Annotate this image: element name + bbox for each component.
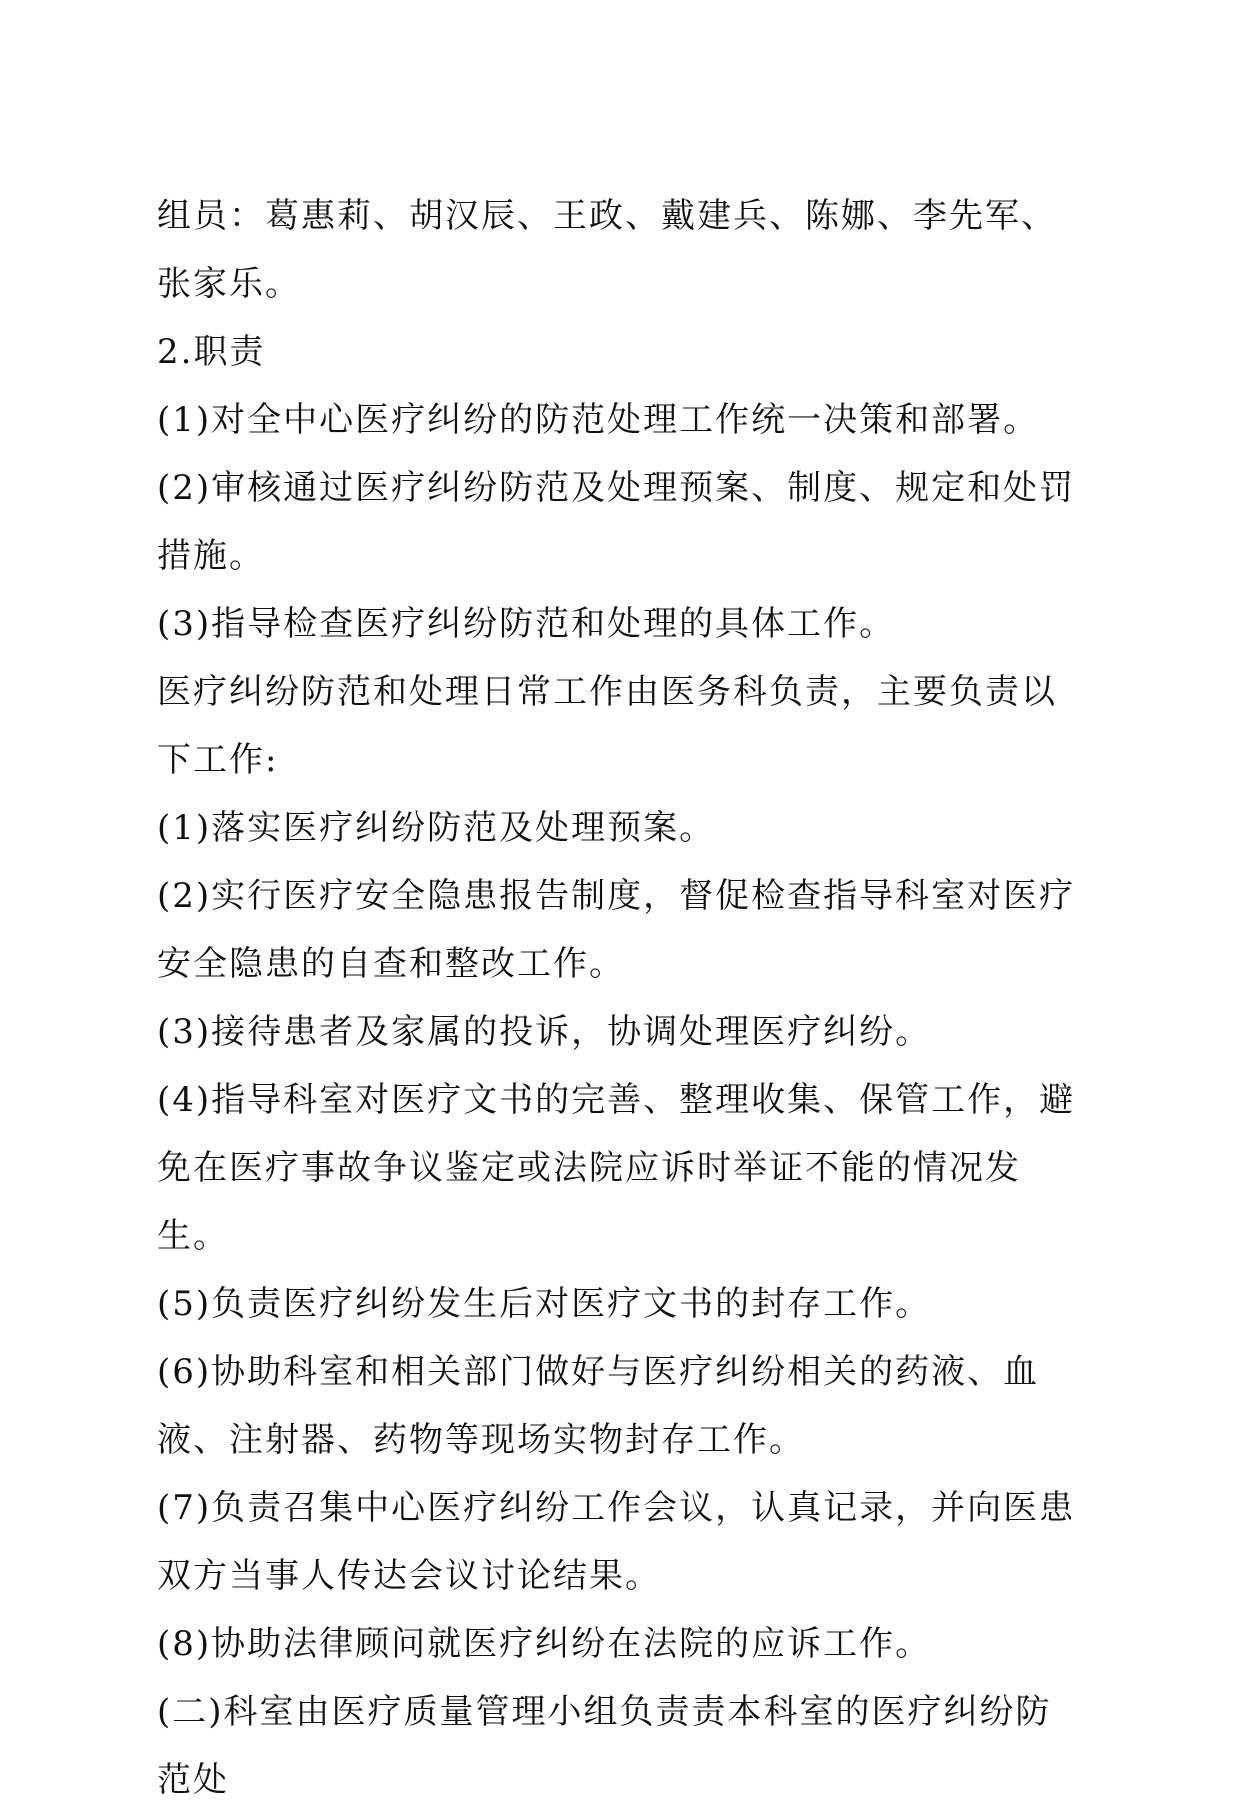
paragraph-duty-3: (3)指导检查医疗纠纷防范和处理的具体工作。 — [157, 604, 896, 644]
paragraph-section-two: (二)科室由医疗质量管理小组负责责本科室的医疗纠纷防范处 — [157, 1692, 1052, 1800]
paragraph-duty-2: (2)审核通过医疗纠纷防范及处理预案、制度、规定和处罚措施。 — [157, 468, 1076, 576]
paragraph-daily-work-intro: 医疗纠纷防范和处理日常工作由医务科负责，主要负责以下工作: — [157, 672, 1057, 780]
paragraph-task-5: (5)负责医疗纠纷发生后对医疗文书的封存工作。 — [157, 1284, 932, 1324]
paragraph-task-4: (4)指导科室对医疗文书的完善、整理收集、保管工作，避免在医疗事故争议鉴定或法院应诉时举证不能的情况发生。 — [157, 1080, 1076, 1256]
paragraph-team-members: 组员：葛惠莉、胡汉辰、王政、戴建兵、陈娜、李先军、张家乐。 — [157, 196, 1057, 304]
paragraph-task-8: (8)协助法律顾问就医疗纠纷在法院的应诉工作。 — [157, 1624, 932, 1664]
paragraph-task-2: (2)实行医疗安全隐患报告制度，督促检查指导科室对医疗安全隐患的自查和整改工作。 — [157, 876, 1076, 984]
paragraph-task-3: (3)接待患者及家属的投诉，协调处理医疗纠纷。 — [157, 1012, 932, 1052]
paragraph-task-7: (7)负责召集中心医疗纠纷工作会议，认真记录，并向医患双方当事人传达会议讨论结果。 — [157, 1488, 1076, 1596]
document-body — [157, 182, 1087, 1814]
paragraph-task-1: (1)落实医疗纠纷防范及处理预案。 — [157, 808, 716, 848]
section-heading-duties: 2.职责 — [157, 332, 266, 372]
paragraph-task-6: (6)协助科室和相关部门做好与医疗纠纷相关的药液、血液、注射器、药物等现场实物封存工作。 — [157, 1352, 1040, 1460]
paragraph-duty-1: (1)对全中心医疗纠纷的防范处理工作统一决策和部署。 — [157, 400, 1040, 440]
